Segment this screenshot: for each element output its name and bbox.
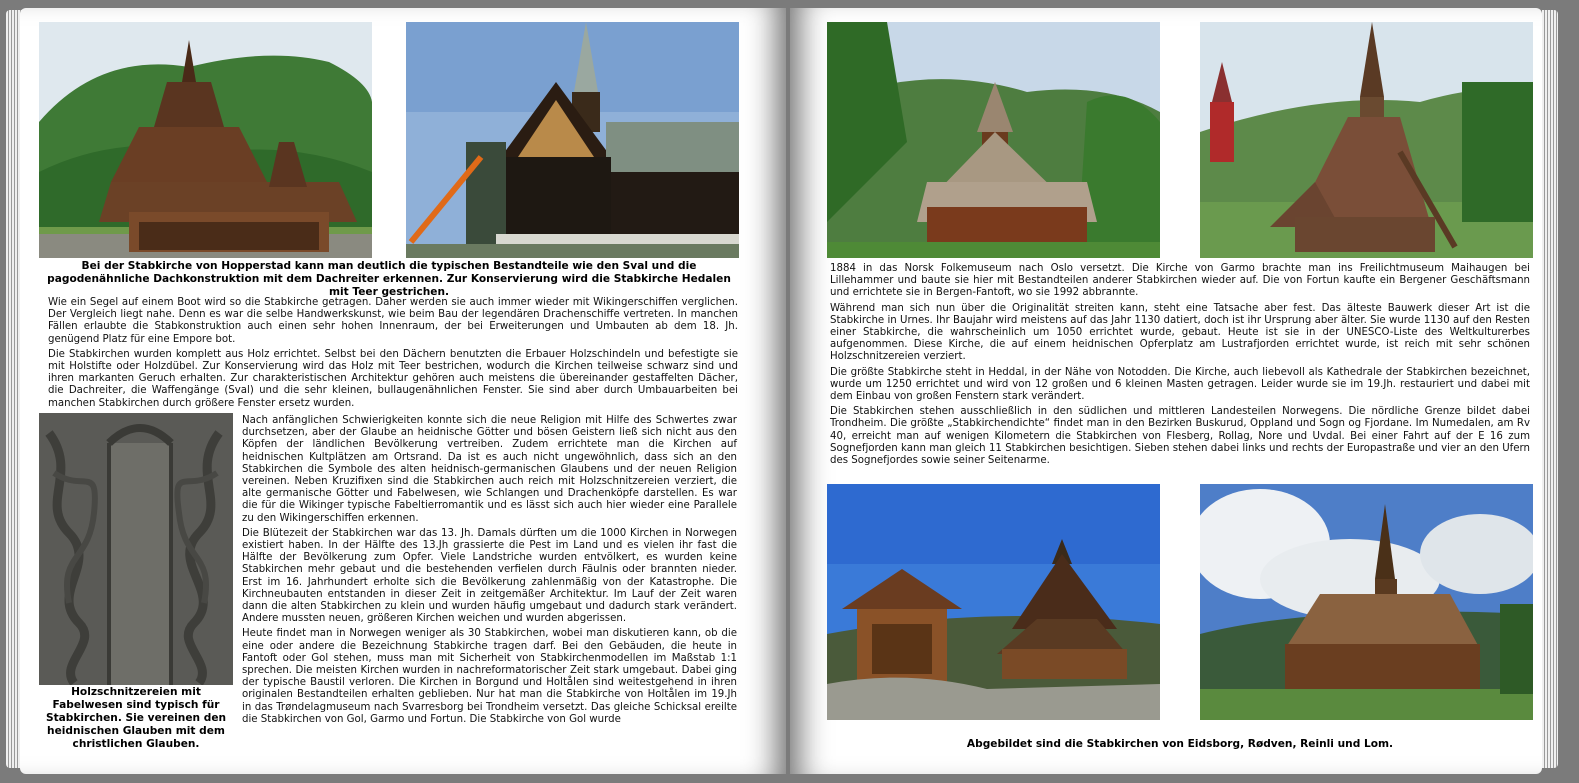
intro-paragraph: Die Stabkirchen wurden komplett aus Holz errichtet. Selbst bei den Dächern benutzten die Erbauer Holzschindeln und befestigte sie mit Holstifte oder Holzdübel. Zur Konservierung wird das Holz mit Teer bestrichen, wodurch die Kirchen teilweise schwarz sind und ihren markanten Geruch erhalten. Zur charakteristischen Architektur gehören auch meistens die übereinander gestaffelten Dächer, die Dachreiter, die Waffengänge (Sval) und die sehr kleinen, bullaugenähnlichen Fenster. Sie sind aber durch Umbauarbeiten bei manchen Stabkirchen durch größere Fenster ersetz wurden. [48, 348, 738, 409]
right-paragraph: 1884 in das Norsk Folkemuseum nach Oslo versetzt. Die Kirche von Garmo brachte man ins Freilichtmuseum Maihaugen bei Lillehammer und baute sie hier mit Bestandteilen anderer Stabkirchen wieder auf. Die von Fortun kaufte ein Bergener Geschäftsmann und errichtete sie in Bergen-Fantoft, wo sie 1992 abbrannte. [830, 263, 1530, 299]
photo-lom-church [1200, 484, 1533, 720]
intro-text [48, 297, 738, 413]
right-paragraph: Die Stabkirchen stehen ausschließlich in den südlichen und mittleren Landesteilen Norwegens. Die nördliche Grenze bildet dabei Trondheim. Die größte „Stabkirchendichte“ findet man in den Bezirken Buskurud, Oppland und Sogn og Fjordane. Im Numedalen, am Rv 40, erreicht man auf wenigen Kilometern die Stabkirchen von Flesberg, Rollag, Nore und Uvdal. Bei einer Fahrt auf der E 16 zum Sognefjorden kann man gleich 11 Stabkirchen besichtigen. Sieben stehen dabei links und rechts der Europastraße und vier an den Ufern des Sognefjordes sowie seiner Seitenarme. [830, 406, 1530, 467]
intro-paragraph: Wie ein Segel auf einem Boot wird so die Stabkirche getragen. Daher werden sie auch immer wieder mit Wikingerschiffen verglichen. Der Vergleich liegt nahe. Denn es war die selbe Handwerkskunst, wie beim Bau der legendären Drachenschiffe vertreten. In manchen Fällen erlaubte die Stabkonstruktion auch einen sehr hohen Innenraum, der bei Erweiterungen und Umbauten ab dem 18. Jh. genügend Platz für eine Empore bot. [48, 297, 738, 345]
left-page [20, 8, 786, 774]
photo-rodven-church [1200, 22, 1533, 258]
caption-wood-carving: Holzschnitzereien mit Fabelwesen sind typisch für Stabkirchen. Sie vereinen den heidnischen Glauben mit dem christlichen Glauben. [45, 686, 227, 750]
photo-wood-carving-portal [39, 413, 233, 685]
column-paragraph: Die Blütezeit der Stabkirchen war das 13. Jh. Damals dürften um die 1000 Kirchen in Norwegen existiert haben. In der Hälfte des 13.Jh grassierte die Pest im Land und es vielen ihr fast die Hälfte der Bevölkerung zum Opfer. Viele Landstriche wurden entvölkert, es wurden keine Stabkirchen mehr gebaut und die bestehenden verfielen durch Fäulnis oder brannten nieder. Erst im 16. Jahrhundert erholte sich die Bevölkerung zahlenmäßig von der Katastrophe. Die Kirchneubauten entstanden in dieser Zeit in zeitgemäßer Architektur. Im Lauf der Zeit waren dann die alten Stabkirchen zu klein und wurden häufig umgebaut und dadurch stark verändert. Andere mussten neuen, größeren Kirchen weichen und wurden abgerissen. [242, 527, 737, 625]
right-page [790, 8, 1542, 774]
column-paragraph: Heute findet man in Norwegen weniger als 30 Stabkirchen, wobei man diskutieren kann, ob die eine oder andere die Bezeichnung Stabkirche tragen darf. Bei den Gebäuden, die heute in Fantoft oder Gol stehen, muss man mit Sicherheit von Stabkirchenmodellen im Maßstab 1:1 sprechen. Die meisten Kirchen wurden in nachreformatorischer Zeit stark umgebaut. Dabei ging der typische Baustil verloren. Die Kirchen in Borgund und Holtålen sind weitestgehend in ihren originalen Bestandteilen erhalten geblieben. Nur hat man die Stabkirche von Holtålen im 19.Jh in das Trøndelagmuseum nach Svarresborg bei Trondheim versetzt. Das gleiche Schicksal ereilte die Stabkirchen von Gol, Garmo und Fortun. Die Stabkirche von Gol wurde [242, 628, 737, 725]
column-paragraph: Nach anfänglichen Schwierigkeiten konnte sich die neue Religion mit Hilfe des Schwertes zwar durchsetzen, aber der Glaube an heidnische Götter und bösen Geistern ließ sich nicht aus den Köpfen der ländlichen Bevölkerung vertreiben. Zudem errichtete man die Kirchen auf heidnischen Kultplätzen am Ortsrand. Da ist es auch nicht ungewöhnlich, dass sich an den Stabkirchen die Symbole des alten heidnisch-germanischen Glaubens und der neuen Religion vereinen. Neben Kruzifixen sind die Stabkirchen auch reich mit Holzschnitzereien verziert, die alte germanische Götter und Fabelwesen, wie Schlangen und Drachenköpfe darstellen. Es war die für die Wikinger typische Fabeltierromantik und es lässt sich auch hier wieder eine Parallele zu den Wikingerschiffen erkennen. [242, 415, 737, 524]
right-paragraph: Die größte Stabkirche steht in Heddal, in der Nähe von Notodden. Die Kirche, auch liebevoll als Kathedrale der Stabkirchen bezeichnet, wurde um 1250 errichtet und wird von 12 großen und 6 kleinen Masten getragen. Leider wurde sie im 19.Jh. restauriert und dabei mit dem Einbau von großen Fenstern stark verändert. [830, 366, 1530, 403]
photo-hopperstad-church [39, 22, 372, 258]
caption-hopperstad-hedalen: Bei der Stabkirche von Hopperstad kann man deutlich die typischen Bestandteile wie den Sval und die pagodenähnliche Dachkonstruktion mit dem Dachreiter erkennen. Zur Konservierung wird die Stabkirche Hedalen mit Teer gestrichen. [47, 260, 731, 298]
caption-eidsborg-rodven-reinli-lom: Abgebildet sind die Stabkirchen von Eidsborg, Rødven, Reinli und Lom. [966, 738, 1394, 750]
column-text [242, 415, 737, 729]
right-text [830, 263, 1530, 470]
page-edge-right [1542, 10, 1558, 768]
photo-eidsborg-church [827, 22, 1160, 258]
photo-hedalen-church-tarring [406, 22, 739, 258]
right-paragraph: Während man sich nun über die Originalität streiten kann, steht eine Tatsache aber fest. Das älteste Bauwerk dieser Art ist die Stabkirche in Urnes. Ihr Baujahr wird meistens auf das Jahr 1130 datiert, doch ist ihr Ursprung aber älter. Sie wurde 1130 auf den Resten einer Stabkirche, die wahrscheinlich um 1050 errichtet wurde, gebaut. Heute ist sie in der UNESCO-Liste des Weltkulturerbes aufgenommen. Diese Kirche, die auf einem heidnischen Opferplatz am Lustrafjorden errichtet wurde, ist reich mit sehr schönen Holzschnitzereien verziert. [830, 302, 1530, 363]
photo-reinli-church [827, 484, 1160, 720]
